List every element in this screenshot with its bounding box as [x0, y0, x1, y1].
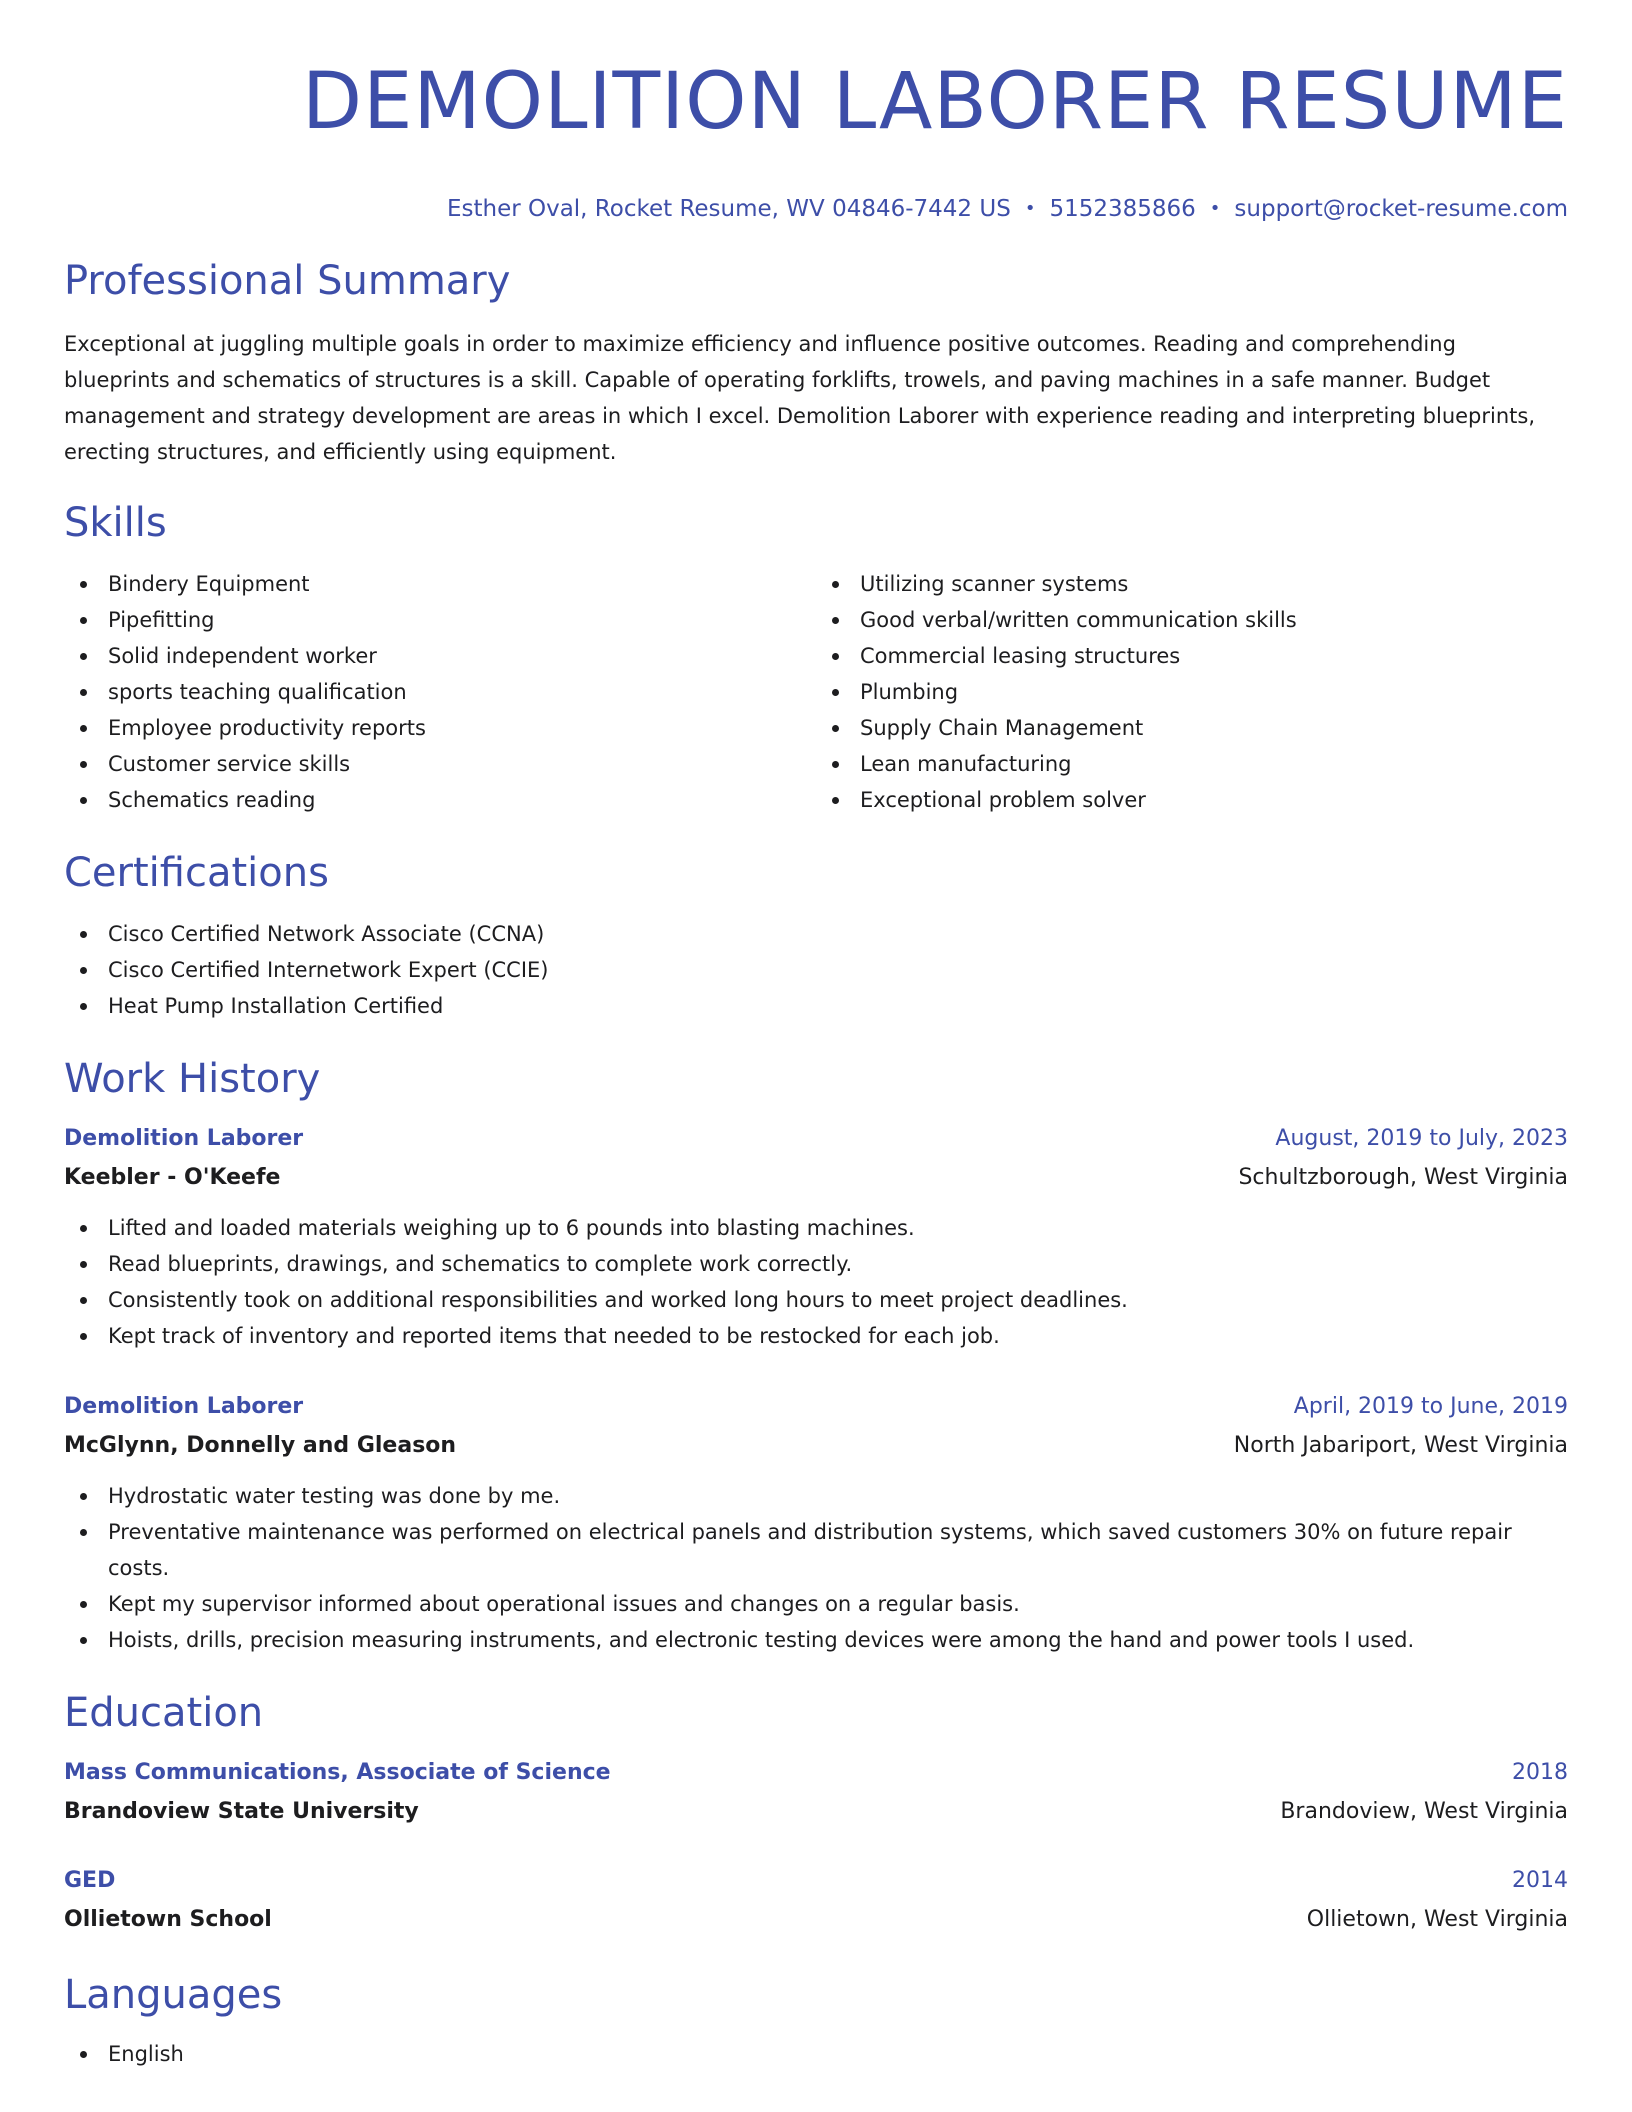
education-header-row — [64, 1862, 1568, 1900]
skill-item: Pipefitting — [64, 602, 816, 638]
job-location: Schultzborough, West Virginia — [1238, 1165, 1568, 1190]
job-header-row — [64, 1120, 1568, 1158]
skill-item: sports teaching qualification — [64, 674, 816, 710]
job-dates: April, 2019 to June, 2019 — [1293, 1394, 1568, 1419]
certifications-list — [64, 916, 1568, 1024]
education-entry — [64, 1754, 1568, 1832]
skill-item: Utilizing scanner systems — [816, 566, 1568, 602]
skill-item: Good verbal/written communication skills — [816, 602, 1568, 638]
education-header-row — [64, 1754, 1568, 1792]
section-heading: Certifications — [64, 850, 329, 896]
job-header-row — [64, 1388, 1568, 1426]
skill-item: Schematics reading — [64, 782, 816, 818]
education-year: 2014 — [1512, 1868, 1568, 1893]
contact-separator: • — [1024, 198, 1036, 219]
section-heading: Education — [64, 1690, 264, 1736]
summary-text: Exceptional at juggling multiple goals in order to maximize efficiency and influence positive outcomes. Reading and comprehending blueprints and schematics of structures is a skill. Capable of operating forklifts, trowels, and paving machines in a safe manner. Budget management and strategy development are areas in which I excel. Demolition Laborer with experience reading and interpreting blueprints, erecting structures, and efficiently using equipment. — [64, 332, 1536, 464]
education-degree: GED — [64, 1868, 116, 1893]
education-location: Brandoview, West Virginia — [1280, 1799, 1568, 1824]
skill-item: Employee productivity reports — [64, 710, 816, 746]
job-title: Demolition Laborer — [64, 1126, 304, 1151]
skill-item: Exceptional problem solver — [816, 782, 1568, 818]
contact-address: Esther Oval, Rocket Resume, WV 04846-7442 US — [446, 196, 1011, 222]
education-entry — [64, 1862, 1568, 1940]
job-entry — [64, 1120, 1568, 1354]
job-company-row — [64, 1158, 1568, 1198]
job-company-row — [64, 1426, 1568, 1466]
certification-item: Heat Pump Installation Certified — [64, 988, 1568, 1024]
work-history-section — [64, 1054, 1568, 1658]
contact-phone: 5152385866 — [1049, 196, 1196, 222]
skill-item: Solid independent worker — [64, 638, 816, 674]
job-location: North Jabariport, West Virginia — [1233, 1433, 1568, 1458]
skill-item: Commercial leasing structures — [816, 638, 1568, 674]
job-bullet: Hoists, drills, precision measuring instruments, and electronic testing devices were among the hand and power tools I used. — [64, 1622, 1568, 1658]
resume-title: DEMOLITION LABORER RESUME — [302, 57, 1568, 147]
job-bullet: Lifted and loaded materials weighing up to 6 pounds into blasting machines. — [64, 1210, 1568, 1246]
education-degree: Mass Communications, Associate of Science — [64, 1760, 611, 1785]
job-bullet: Kept my supervisor informed about operational issues and changes on a regular basis. — [64, 1586, 1568, 1622]
skills-columns — [64, 566, 1568, 818]
education-section — [64, 1688, 1568, 1940]
skill-item: Lean manufacturing — [816, 746, 1568, 782]
job-bullet: Read blueprints, drawings, and schematics to complete work correctly. — [64, 1246, 1568, 1282]
section-heading: Languages — [64, 1972, 283, 2018]
skills-section — [64, 498, 1568, 818]
skills-list-right — [816, 566, 1568, 818]
job-bullets — [64, 1478, 1568, 1658]
education-location: Ollietown, West Virginia — [1306, 1907, 1568, 1932]
contact-line — [64, 192, 1568, 226]
job-dates: August, 2019 to July, 2023 — [1275, 1126, 1568, 1151]
certification-item: Cisco Certified Internetwork Expert (CCIE) — [64, 952, 1568, 988]
certifications-section — [64, 848, 1568, 1024]
job-entry — [64, 1388, 1568, 1658]
job-bullet: Consistently took on additional responsibilities and worked long hours to meet project deadlines. — [64, 1282, 1568, 1318]
languages-section — [64, 1970, 1568, 2072]
skills-list-left — [64, 566, 816, 818]
education-school: Brandoview State University — [64, 1799, 419, 1824]
summary-section — [64, 256, 1568, 470]
job-bullet: Kept track of inventory and reported items that needed to be restocked for each job. — [64, 1318, 1568, 1354]
job-bullet: Preventative maintenance was performed on electrical panels and distribution systems, which saved customers 30% on future repair costs. — [64, 1514, 1568, 1586]
job-company: McGlynn, Donnelly and Gleason — [64, 1433, 457, 1458]
job-company: Keebler - O'Keefe — [64, 1165, 281, 1190]
skill-item: Supply Chain Management — [816, 710, 1568, 746]
education-school: Ollietown School — [64, 1907, 272, 1932]
languages-list — [64, 2036, 1568, 2072]
job-title: Demolition Laborer — [64, 1394, 304, 1419]
language-item: English — [64, 2036, 1568, 2072]
job-bullet: Hydrostatic water testing was done by me. — [64, 1478, 1568, 1514]
certification-item: Cisco Certified Network Associate (CCNA) — [64, 916, 1568, 952]
contact-email: support@rocket-resume.com — [1234, 196, 1568, 222]
section-heading: Professional Summary — [64, 258, 511, 304]
skill-item: Plumbing — [816, 674, 1568, 710]
skill-item: Customer service skills — [64, 746, 816, 782]
section-heading: Skills — [64, 500, 167, 546]
section-heading: Work History — [64, 1056, 321, 1102]
education-school-row — [64, 1792, 1568, 1832]
education-school-row — [64, 1900, 1568, 1940]
contact-separator: • — [1209, 198, 1221, 219]
job-bullets — [64, 1210, 1568, 1354]
education-year: 2018 — [1512, 1760, 1568, 1785]
skill-item: Bindery Equipment — [64, 566, 816, 602]
